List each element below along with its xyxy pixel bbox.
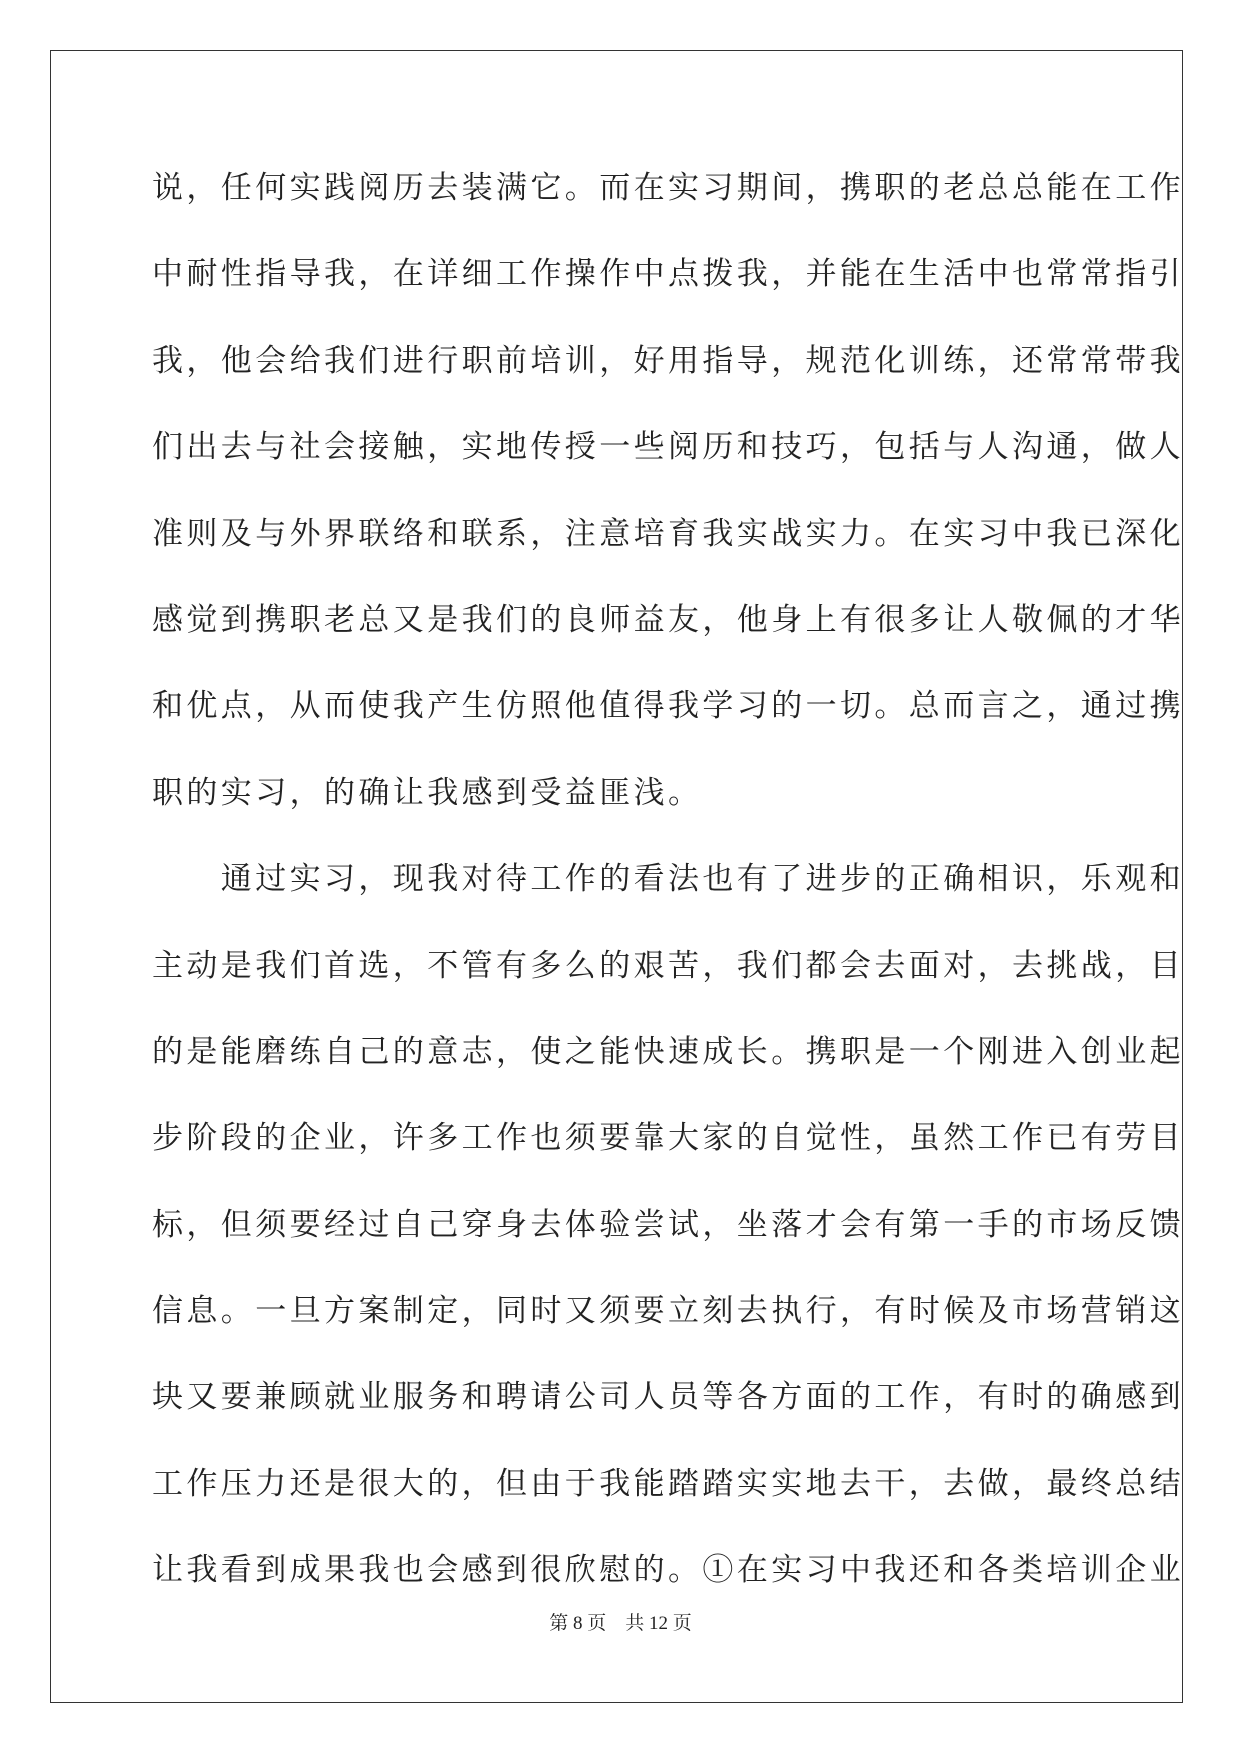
text-line: 准则及与外界联络和联系，注意培育我实战实力。在实习中我已深化	[152, 515, 1184, 552]
text-line: 信息。一旦方案制定，同时又须要立刻去执行，有时候及市场营销这	[152, 1293, 1184, 1330]
page-number: 第 8 页 共 12 页	[549, 1613, 692, 1634]
text-line: 中耐性指导我，在详细工作操作中点拨我，并能在生活中也常常指引	[152, 256, 1184, 293]
text-line: 让我看到成果我也会感到很欣慰的。①在实习中我还和各类培训企业	[152, 1552, 1184, 1589]
text-line: 说，任何实践阅历去装满它。而在实习期间，携职的老总总能在工作	[152, 170, 1184, 206]
text-line: 步阶段的企业，许多工作也须要靠大家的自觉性，虽然工作已有劳目	[152, 1120, 1184, 1157]
text-line: 我，他会给我们进行职前培训，好用指导，规范化训练，还常常带我	[152, 342, 1184, 379]
text-line: 工作压力还是很大的，但由于我能踏踏实实地去干，去做，最终总结	[152, 1465, 1184, 1502]
text-line: 的是能磨练自己的意志，使之能快速成长。携职是一个刚进入创业起	[152, 1033, 1184, 1070]
text-line: 和优点，从而使我产生仿照他值得我学习的一切。总而言之，通过携	[152, 688, 1184, 725]
text-line: 通过实习，现我对待工作的看法也有了进步的正确相识，乐观和	[152, 861, 1184, 898]
text-line: 感觉到携职老总又是我们的良师益友，他身上有很多让人敬佩的才华	[152, 601, 1184, 638]
text-line: 职的实习，的确让我感到受益匪浅。	[152, 774, 703, 811]
text-line: 块又要兼顾就业服务和聘请公司人员等各方面的工作，有时的确感到	[152, 1379, 1184, 1416]
document-body	[152, 160, 1184, 1629]
text-line: 们出去与社会接触，实地传授一些阅历和技巧，包括与人沟通，做人	[152, 429, 1184, 466]
text-line: 标，但须要经过自己穿身去体验尝试，坐落才会有第一手的市场反馈	[152, 1206, 1184, 1243]
text-line: 主动是我们首选，不管有多么的艰苦，我们都会去面对，去挑战，目	[152, 947, 1184, 984]
